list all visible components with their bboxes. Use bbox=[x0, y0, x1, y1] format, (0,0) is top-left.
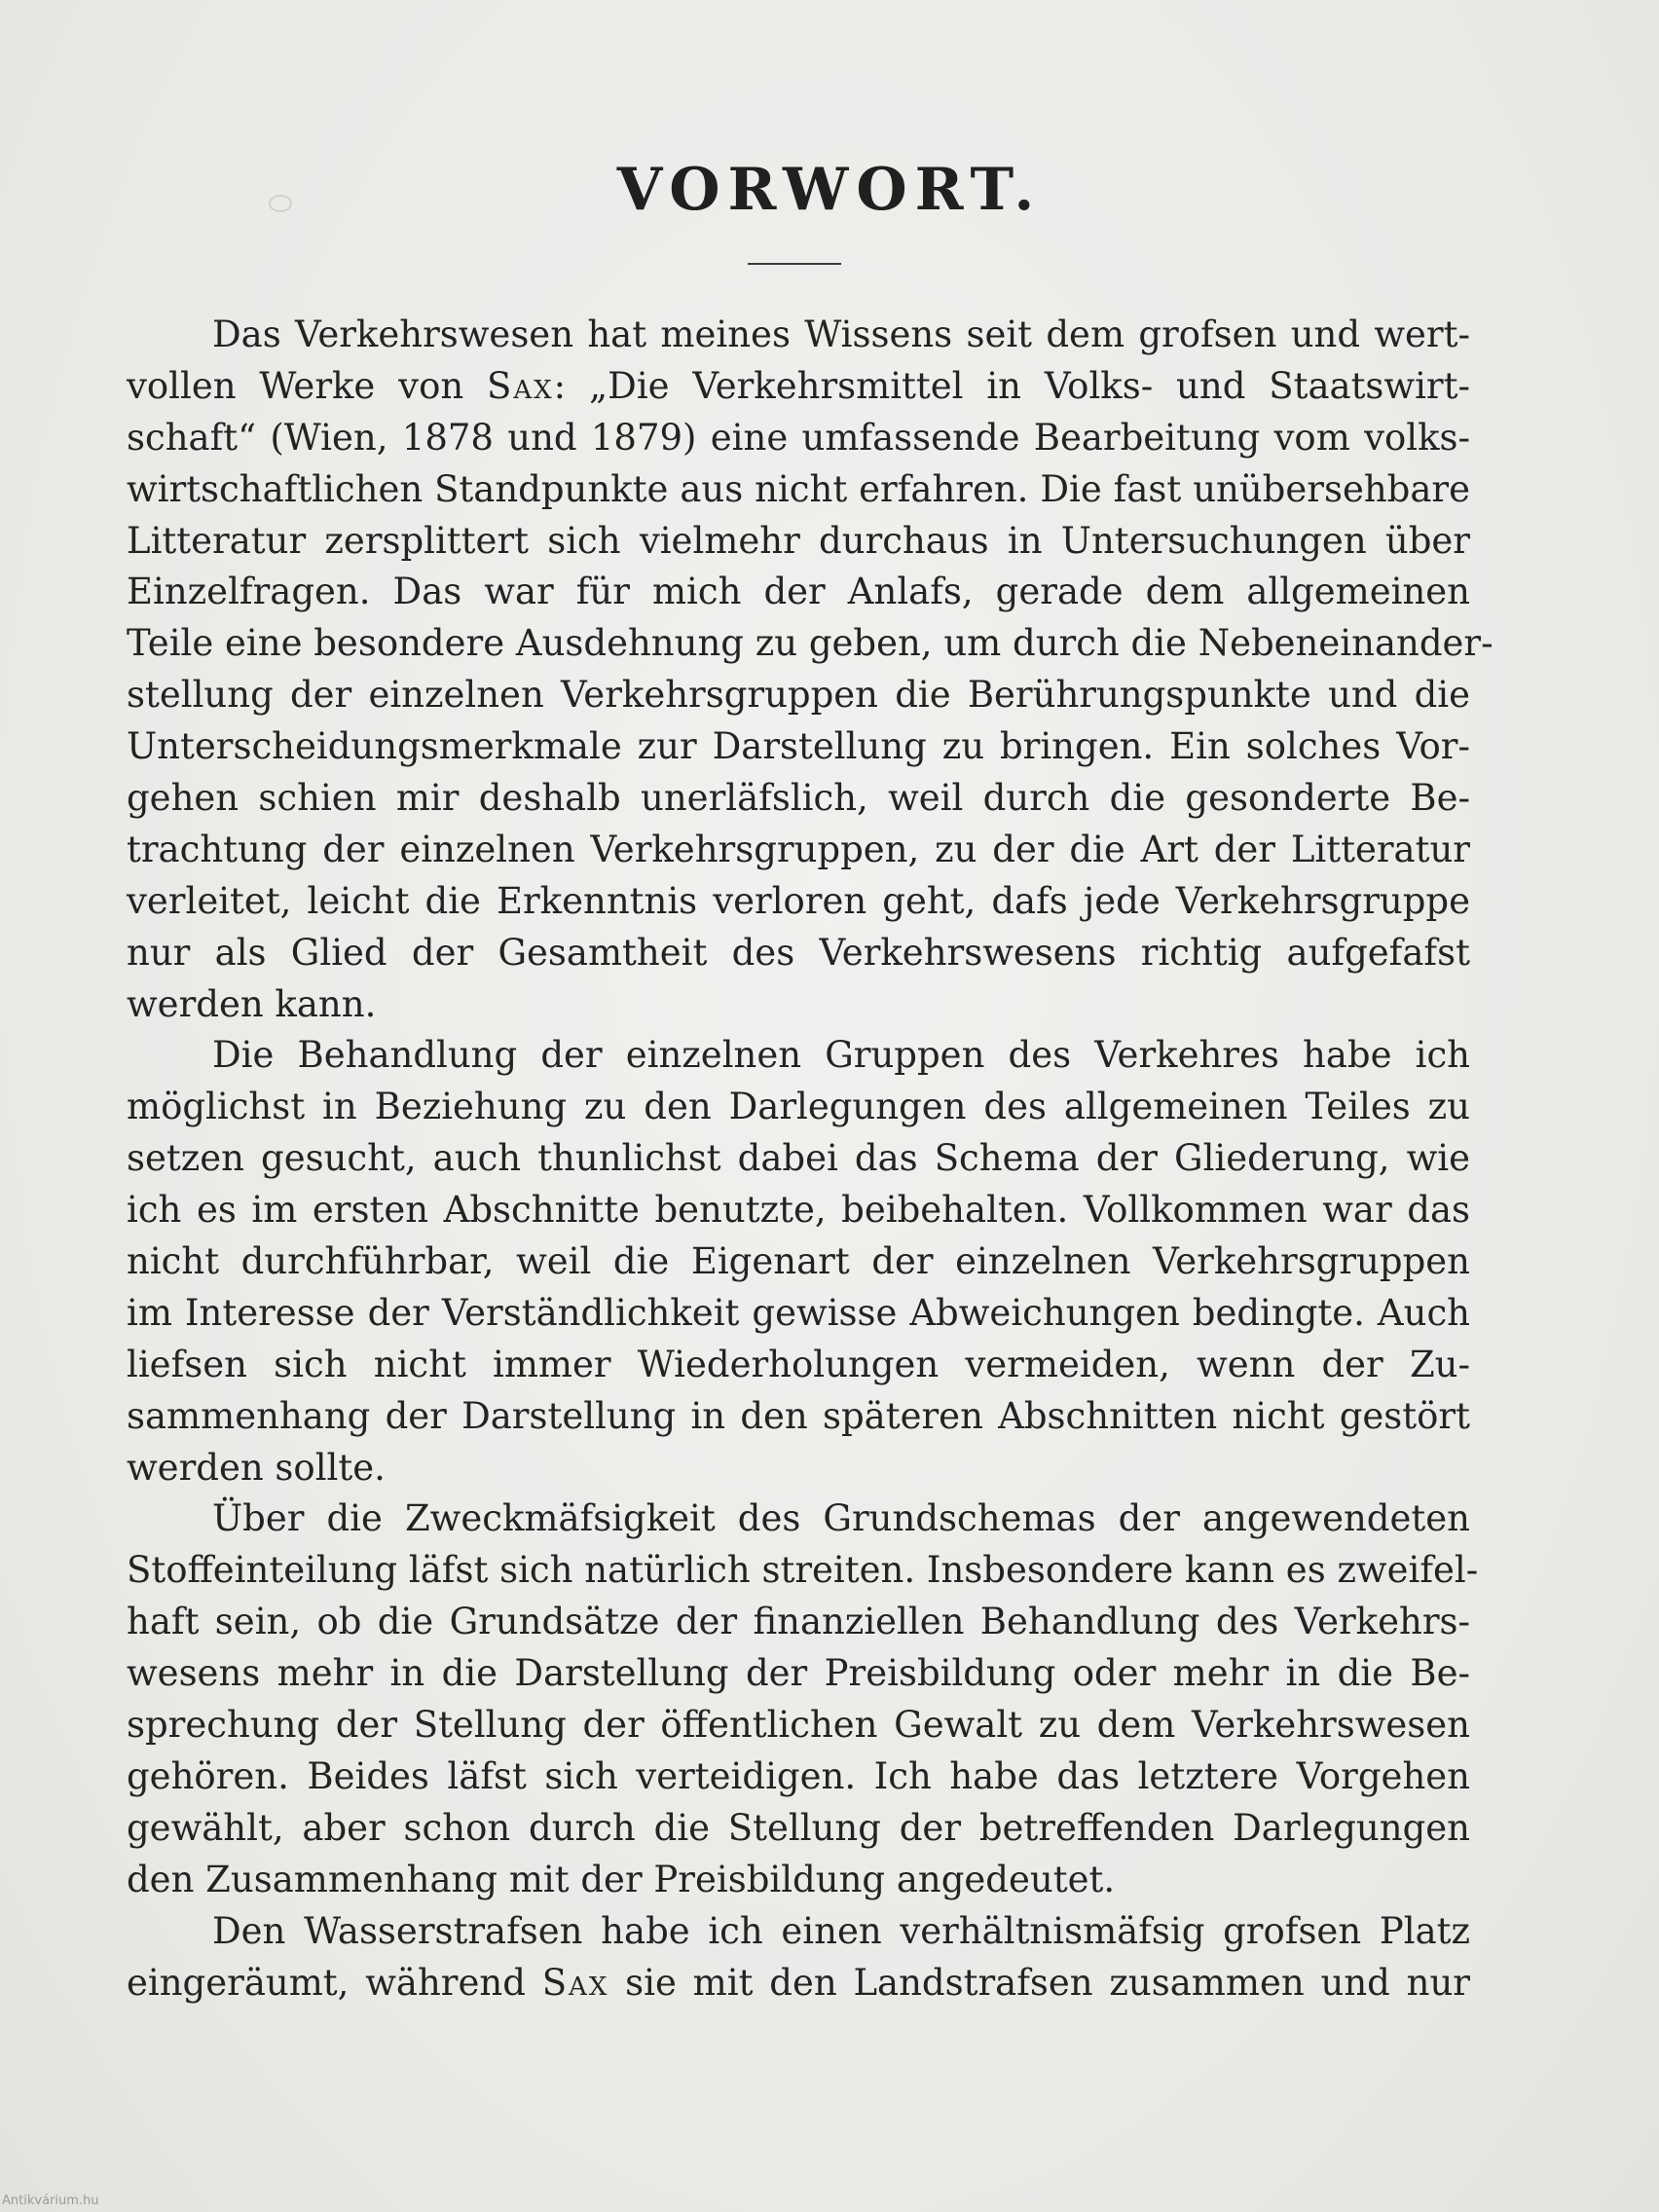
preface-text bbox=[127, 310, 1493, 2009]
title-rule bbox=[748, 263, 841, 265]
text-line: Stoffeinteilung läfst sich natürlich streiten. Insbesondere kann es zweifel- bbox=[127, 1549, 1479, 1592]
text-line: haft sein, ob die Grundsätze der finanziellen Behandlung des Verkehrs- bbox=[127, 1601, 1470, 1643]
text-line: wirtschaftlichen Standpunkte aus nicht erfahren. Die fast unübersehbare bbox=[127, 467, 1470, 510]
text-line: eingeräumt, während Sax sie mit den Landstrafsen zusammen und nur bbox=[127, 1961, 1470, 2004]
text-line: trachtung der einzelnen Verkehrsgruppen, zu der die Art der Litteratur bbox=[127, 828, 1470, 870]
text-line: setzen gesucht, auch thunlichst dabei das Schema der Gliederung, wie bbox=[127, 1137, 1470, 1180]
author-name-sax: Sax bbox=[541, 1961, 609, 2004]
text-line: nur als Glied der Gesamtheit des Verkehrswesens richtig aufgefafst bbox=[127, 931, 1470, 974]
author-name-sax: Sax bbox=[487, 364, 554, 407]
page-title: VORWORT. bbox=[616, 156, 1043, 224]
text-line: verleitet, leicht die Erkenntnis verloren geht, dafs jede Verkehrsgruppe bbox=[127, 879, 1470, 922]
text-line: Die Behandlung der einzelnen Gruppen des Verkehres habe ich bbox=[212, 1034, 1470, 1077]
text-line: im Interesse der Verständlichkeit gewisse Abweichungen bedingte. Auch bbox=[127, 1291, 1470, 1334]
text-line: gehören. Beides läfst sich verteidigen. Ich habe das letztere Vorgehen bbox=[127, 1754, 1470, 1797]
text-line: sprechung der Stellung der öffentlichen Gewalt zu dem Verkehrswesen bbox=[127, 1704, 1470, 1747]
text-line: wesens mehr in die Darstellung der Preisbildung oder mehr in die Be- bbox=[127, 1652, 1470, 1695]
text-line: Den Wasserstrafsen habe ich einen verhältnismäfsig grofsen Platz bbox=[212, 1909, 1470, 1952]
text-line: werden kann. bbox=[127, 982, 377, 1025]
text-line: möglichst in Beziehung zu den Darlegungen des allgemeinen Teiles zu bbox=[127, 1086, 1470, 1128]
text-line: ich es im ersten Abschnitte benutzte, beibehalten. Vollkommen war das bbox=[127, 1189, 1470, 1232]
text-line: Einzelfragen. Das war für mich der Anlafs, gerade dem allgemeinen bbox=[127, 571, 1470, 613]
text-line: liefsen sich nicht immer Wiederholungen vermeiden, wenn der Zu- bbox=[127, 1343, 1470, 1385]
text-line: gehen schien mir deshalb unerläfslich, weil durch die gesonderte Be- bbox=[127, 777, 1470, 820]
text-line: Teile eine besondere Ausdehnung zu geben, um durch die Nebeneinander- bbox=[127, 622, 1493, 665]
watermark: Antikvárium.hu bbox=[2, 2194, 99, 2208]
text-line: Unterscheidungsmerkmale zur Darstellung zu bringen. Ein solches Vor- bbox=[127, 725, 1470, 768]
text-line: stellung der einzelnen Verkehrsgruppen die Berührungspunkte und die bbox=[127, 674, 1470, 717]
text-line: werden sollte. bbox=[127, 1446, 386, 1489]
text-line: sammenhang der Darstellung in den späteren Abschnitten nicht gestört bbox=[127, 1394, 1470, 1437]
text-line: Litteratur zersplittert sich vielmehr durchaus in Untersuchungen über bbox=[127, 519, 1470, 562]
text-line: nicht durchführbar, weil die Eigenart der einzelnen Verkehrsgruppen bbox=[127, 1240, 1470, 1283]
text-line: Über die Zweckmäfsigkeit des Grundschemas der angewendeten bbox=[212, 1497, 1470, 1540]
text-line: vollen Werke von Sax: „Die Verkehrsmittel in Volks- und Staatswirt- bbox=[127, 364, 1470, 407]
text-line: schaft“ (Wien, 1878 und 1879) eine umfassende Bearbeitung vom volks- bbox=[127, 416, 1470, 459]
text-line: den Zusammenhang mit der Preisbildung angedeutet. bbox=[127, 1858, 1116, 1900]
text-line: gewählt, aber schon durch die Stellung der betreffenden Darlegungen bbox=[127, 1806, 1470, 1849]
text-line: Das Verkehrswesen hat meines Wissens seit dem grofsen und wert- bbox=[212, 313, 1470, 355]
